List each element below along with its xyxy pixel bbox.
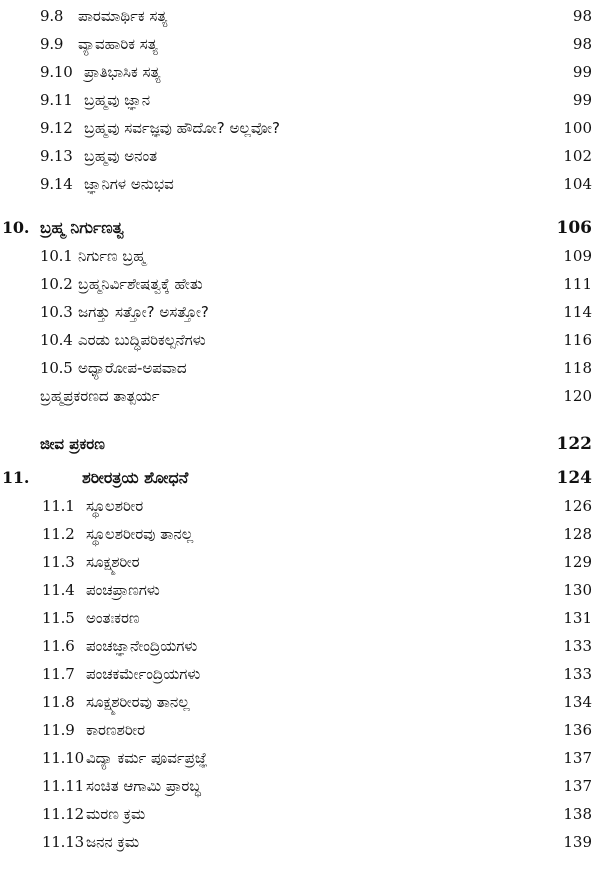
toc-entry-number: 10. [2, 218, 30, 237]
toc-entry-number: 11.10 [42, 749, 84, 767]
toc-entry-title: ಸ್ಥೂಲಶರೀರವು ತಾನಲ್ಲ [86, 525, 194, 543]
toc-part-entry [0, 431, 600, 457]
toc-entry [0, 745, 600, 771]
toc-entry [0, 801, 600, 827]
toc-entry-number: 9.12 [40, 119, 73, 137]
toc-entry-title: ಸಂಚಿತ ಆಗಾಮಿ ಪ್ರಾರಬ್ಧ [86, 777, 201, 795]
toc-entry [0, 773, 600, 799]
toc-entry-number: 10.3 [40, 303, 73, 321]
toc-entry-page-number: 104 [563, 175, 592, 193]
toc-entry [0, 355, 600, 381]
toc-entry-page-number: 138 [563, 805, 592, 823]
toc-entry-page-number: 120 [563, 387, 592, 405]
toc-entry-title: ವ್ಯಾವಹಾರಿಕ ಸತ್ಯ [78, 35, 158, 53]
toc-entry-page-number: 106 [556, 218, 592, 238]
toc-entry-title: ಬ್ರಹ್ಮಪ್ರಕರಣದ ತಾತ್ಪರ್ಯ [40, 387, 160, 405]
toc-entry [0, 633, 600, 659]
toc-entry-page-number: 99 [572, 63, 592, 81]
toc-entry-title: ಸ್ಥೂಲಶರೀರ [86, 497, 144, 515]
toc-entry-title: ವಿದ್ಯಾ ಕರ್ಮ ಪೂರ್ವಪ್ರಜ್ಞೆ [86, 749, 208, 767]
toc-entry [0, 829, 600, 855]
toc-entry-title: ಮರಣ ಕ್ರಮ [86, 805, 146, 823]
toc-entry [0, 3, 600, 29]
toc-entry [0, 87, 600, 113]
toc-entry-page-number: 124 [556, 468, 592, 488]
toc-entry [0, 549, 600, 575]
toc-entry-page-number: 102 [563, 147, 592, 165]
toc-entry-number: 9.11 [40, 91, 73, 109]
toc-entry [0, 59, 600, 85]
toc-entry-title: ಸೂಕ್ಷ್ಮಶರೀರವು ತಾನಲ್ಲ [86, 693, 190, 711]
toc-entry [0, 521, 600, 547]
toc-entry-number: 11.8 [42, 693, 75, 711]
toc-entry-number: 11.6 [42, 637, 75, 655]
toc-entry-page-number: 137 [563, 777, 592, 795]
toc-entry [0, 493, 600, 519]
toc-entry-number: 11.5 [42, 609, 75, 627]
toc-entry-title: ಬ್ರಹ್ಮವು ಅನಂತ [84, 147, 158, 165]
toc-entry-page-number: 109 [563, 247, 592, 265]
toc-entry-page-number: 99 [572, 91, 592, 109]
toc-entry [0, 271, 600, 297]
toc-entry-title: ಬ್ರಹ್ಮವು ಸರ್ವಜ್ಞವು ಹೌದೋ? ಅಲ್ಲವೋ? [84, 119, 280, 137]
toc-entry-title: ನಿರ್ಗುಣ ಬ್ರಹ್ಮ [78, 247, 146, 265]
toc-entry-number: 11.4 [42, 581, 75, 599]
toc-entry [0, 243, 600, 269]
toc-entry-page-number: 129 [563, 553, 592, 571]
toc-entry-page-number: 133 [563, 665, 592, 683]
toc-entry-title: ಅಧ್ಯಾರೋಪ-ಅಪವಾದ [78, 359, 187, 377]
toc-entry-number: 11.13 [42, 833, 84, 851]
toc-entry-number: 10.2 [40, 275, 73, 293]
toc-entry-number: 11.11 [42, 777, 84, 795]
toc-entry-page-number: 137 [563, 749, 592, 767]
toc-entry-title: ಸೂಕ್ಷ್ಮಶರೀರ [86, 553, 140, 571]
toc-chapter-entry [0, 215, 600, 241]
toc-entry [0, 299, 600, 325]
toc-entry-title: ಅಂತಃಕರಣ [86, 609, 140, 627]
toc-entry-number: 11.7 [42, 665, 75, 683]
toc-entry [0, 171, 600, 197]
toc-entry-number: 11.12 [42, 805, 84, 823]
toc-entry-page-number: 100 [563, 119, 592, 137]
toc-entry [0, 577, 600, 603]
toc-entry-page-number: 130 [563, 581, 592, 599]
toc-entry-page-number: 116 [563, 331, 592, 349]
toc-entry [0, 383, 600, 409]
toc-entry-page-number: 134 [563, 693, 592, 711]
toc-entry [0, 605, 600, 631]
toc-entry-number: 11.3 [42, 553, 75, 571]
toc-entry-page-number: 131 [563, 609, 592, 627]
toc-entry-number: 9.9 [40, 35, 64, 53]
toc-entry-page-number: 118 [563, 359, 592, 377]
toc-entry-page-number: 114 [563, 303, 592, 321]
toc-entry [0, 143, 600, 169]
toc-chapter-entry [0, 465, 600, 491]
toc-entry-title: ಪಾರಮಾರ್ಥಿಕ ಸತ್ಯ [78, 7, 168, 25]
toc-entry-number: 9.10 [40, 63, 73, 81]
toc-entry-title: ಬ್ರಹ್ಮ ನಿರ್ಗುಣತ್ವ [40, 218, 124, 237]
toc-entry-number: 11.1 [42, 497, 75, 515]
toc-entry-page-number: 122 [556, 434, 592, 454]
toc-entry-title: ಜೀವ ಪ್ರಕರಣ [40, 435, 105, 453]
toc-entry-number: 9.14 [40, 175, 73, 193]
toc-entry-title: ಶರೀರತ್ರಯ ಶೋಧನೆ [82, 468, 189, 487]
toc-entry-page-number: 128 [563, 525, 592, 543]
toc-entry-title: ಬ್ರಹ್ಮನಿರ್ವಿಶೇಷತ್ವಕ್ಕೆ ಹೇತು [78, 275, 203, 293]
toc-entry-page-number: 139 [563, 833, 592, 851]
toc-entry-title: ಎರಡು ಬುದ್ಧಿಪರಿಕಲ್ಪನೆಗಳು [78, 331, 206, 349]
toc-entry-page-number: 126 [563, 497, 592, 515]
toc-entry-number: 9.13 [40, 147, 73, 165]
toc-entry [0, 31, 600, 57]
toc-entry-page-number: 98 [572, 35, 592, 53]
toc-entry [0, 661, 600, 687]
toc-entry-title: ಜಗತ್ತು ಸತ್ತೋ? ಅಸತ್ತೋ? [78, 303, 209, 321]
toc-entry-title: ಪ್ರಾತಿಭಾಸಿಕ ಸತ್ಯ [84, 63, 161, 81]
toc-entry [0, 689, 600, 715]
toc-entry [0, 717, 600, 743]
toc-entry-title: ಜನನ ಕ್ರಮ [86, 833, 140, 851]
toc-entry-number: 11.2 [42, 525, 75, 543]
toc-entry-page-number: 133 [563, 637, 592, 655]
toc-entry-number: 10.1 [40, 247, 73, 265]
toc-entry-page-number: 111 [563, 275, 592, 293]
toc-entry-number: 11.9 [42, 721, 75, 739]
toc-entry [0, 115, 600, 141]
toc-entry [0, 327, 600, 353]
toc-entry-title: ಜ್ಞಾನಿಗಳ ಅನುಭವ [84, 175, 174, 193]
toc-entry-number: 11. [2, 468, 30, 487]
toc-entry-title: ಕಾರಣಶರೀರ [86, 721, 146, 739]
toc-entry-number: 10.4 [40, 331, 73, 349]
toc-entry-page-number: 98 [572, 7, 592, 25]
toc-entry-number: 10.5 [40, 359, 73, 377]
toc-entry-title: ಪಂಚಜ್ಞಾನೇಂದ್ರಿಯಗಳು [86, 637, 198, 655]
toc-entry-title: ಬ್ರಹ್ಮವು ಜ್ಞಾನ [84, 91, 151, 109]
toc-entry-title: ಪಂಚಕರ್ಮೇಂದ್ರಿಯಗಳು [86, 665, 201, 683]
toc-entry-title: ಪಂಚಪ್ರಾಣಗಳು [86, 581, 160, 599]
toc-entry-number: 9.8 [40, 7, 64, 25]
toc-entry-page-number: 136 [563, 721, 592, 739]
